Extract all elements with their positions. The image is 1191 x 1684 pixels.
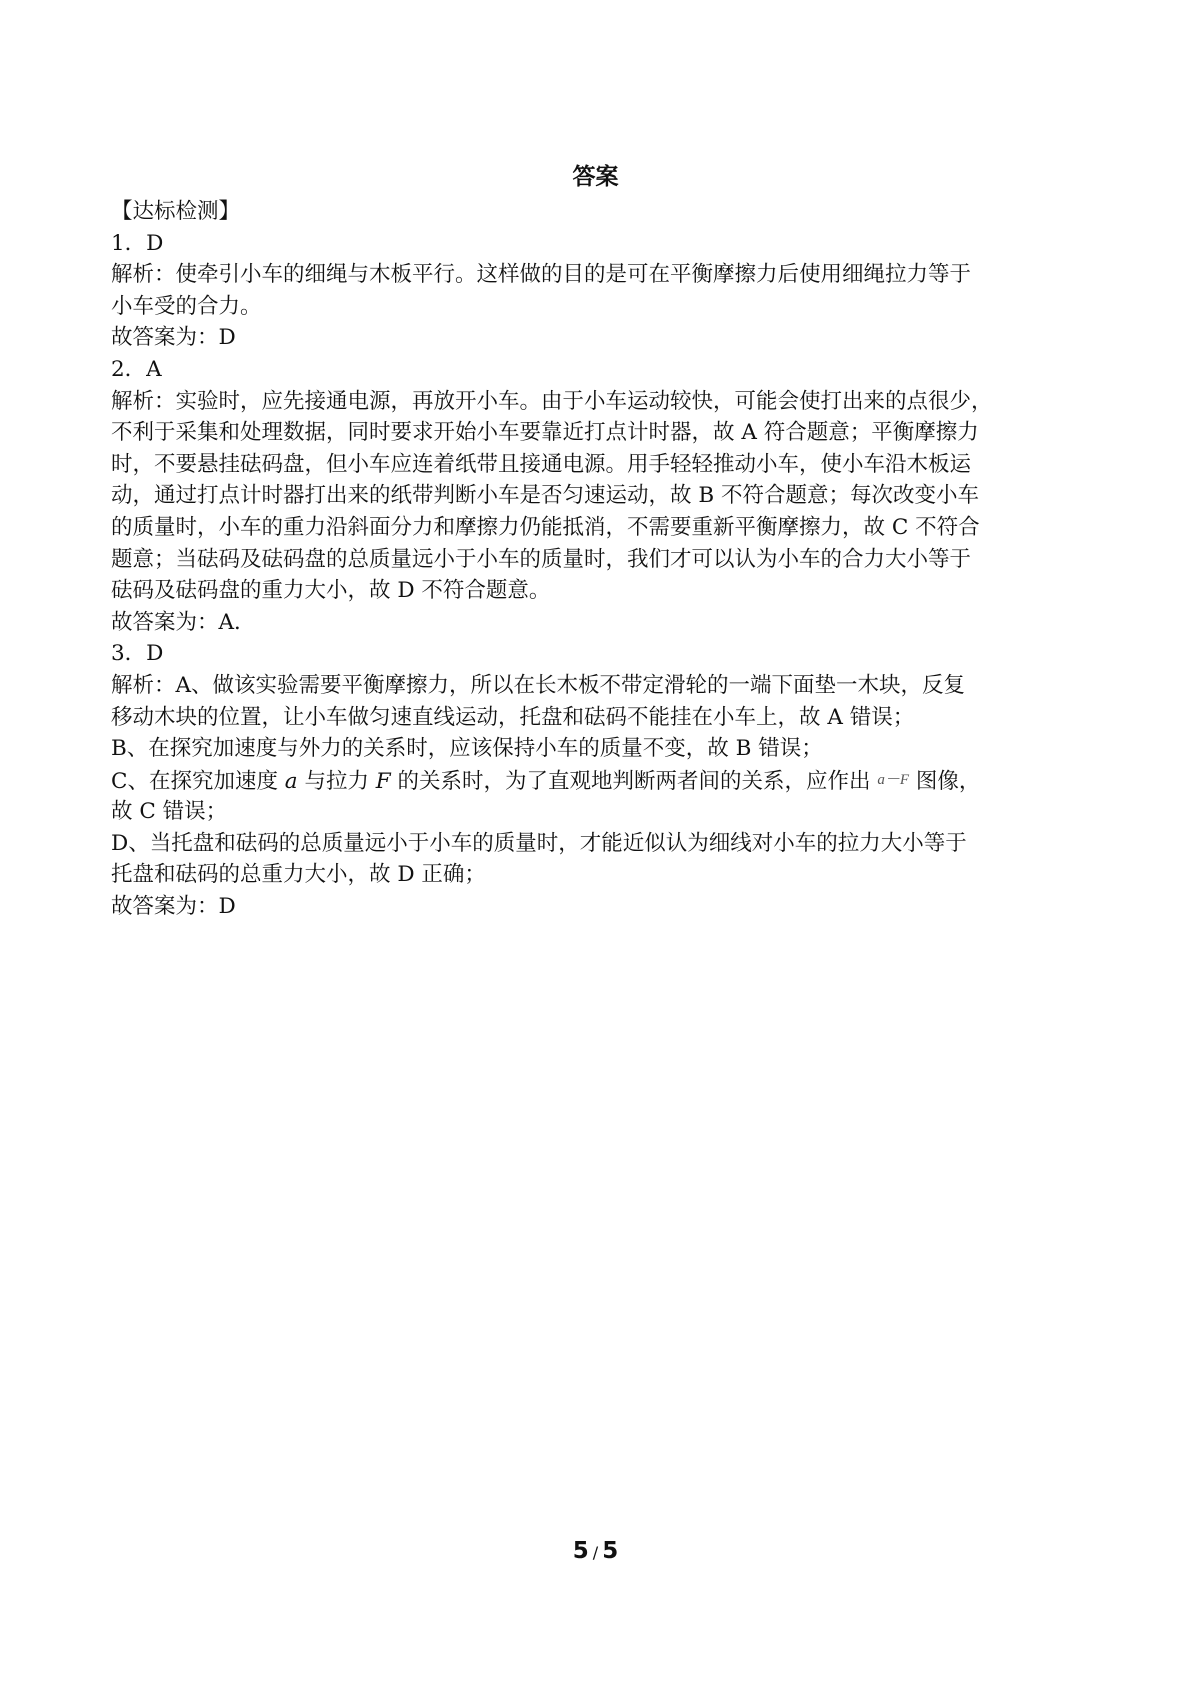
- q3-explanation-line: 解析：A、做该实验需要平衡摩擦力，所以在长木板不带定滑轮的一端下面垫一木块，反复: [111, 672, 966, 698]
- current-page: 5: [572, 1538, 589, 1564]
- q3-explanation-line: B、在探究加速度与外力的关系时，应该保持小车的质量不变，故 B 错误；: [111, 736, 823, 762]
- q3-explanation-line: 故 C 错误；: [111, 799, 228, 825]
- q3-text: 与拉力: [297, 768, 376, 794]
- q2-explanation-line: 不利于采集和处理数据，同时要求开始小车要靠近打点计时器，故 A 符合题意；平衡摩擦力: [111, 420, 979, 446]
- q3-text: 图像，: [909, 768, 981, 794]
- q3-explanation-line: [111, 765, 1096, 797]
- q2-explanation-line: 动，通过打点计时器打出来的纸带判断小车是否匀速运动，故 B 不符合题意；每次改变小车: [111, 483, 979, 509]
- q3-text: 的关系时，为了直观地判断两者间的关系，应作出: [390, 768, 878, 794]
- q3-answer: 故答案为：D: [111, 894, 236, 920]
- answer-content: [111, 196, 1096, 923]
- page-number: [0, 1536, 1191, 1568]
- q1-explanation-line: 小车受的合力。: [111, 293, 262, 319]
- total-pages: 5: [602, 1538, 619, 1564]
- q2-answer: 故答案为：A．: [111, 609, 256, 635]
- q2-explanation-line: 砝码及砝码盘的重力大小，故 D 不符合题意。: [111, 578, 551, 604]
- q1-explanation-line: 解析：使牵引小车的细绳与木板平行。这样做的目的是可在平衡摩擦力后使用细绳拉力等于: [111, 262, 972, 288]
- section-heading: 【达标检测】: [111, 199, 241, 224]
- q3-explanation-line: D、当托盘和砝码的总质量远小于小车的质量时，才能近似认为细线对小车的拉力大小等于: [111, 830, 967, 856]
- page-separator: /: [592, 1543, 599, 1562]
- q3-explanation-line: 移动木块的位置，让小车做匀速直线运动，托盘和砝码不能挂在小车上，故 A 错误；: [111, 704, 915, 730]
- math-expression-a-f: a－F: [877, 771, 910, 788]
- q3-number: 3．D: [111, 641, 164, 667]
- variable-f: F: [375, 768, 391, 794]
- variable-a: a: [284, 768, 298, 794]
- q3-text: C、在探究加速度: [111, 768, 285, 794]
- q2-explanation-line: 的质量时，小车的重力沿斜面分力和摩擦力仍能抵消，不需要重新平衡摩擦力，故 C 不符合: [111, 514, 980, 540]
- q1-number: 1．D: [111, 230, 164, 256]
- q2-explanation-line: 解析：实验时，应先接通电源，再放开小车。由于小车运动较快，可能会使打出来的点很少，: [111, 388, 993, 414]
- q2-number: 2．A: [111, 356, 162, 382]
- q3-explanation-line: 托盘和砝码的总重力大小，故 D 正确；: [111, 862, 486, 888]
- q2-explanation-line: 时，不要悬挂砝码盘，但小车应连着纸带且接通电源。用手轻轻推动小车，使小车沿木板运: [111, 451, 972, 477]
- page-title: 答案: [572, 164, 619, 190]
- q1-answer: 故答案为：D: [111, 325, 236, 351]
- q2-explanation-line: 题意；当砝码及砝码盘的总质量远小于小车的质量时，我们才可以认为小车的合力大小等于: [111, 546, 972, 572]
